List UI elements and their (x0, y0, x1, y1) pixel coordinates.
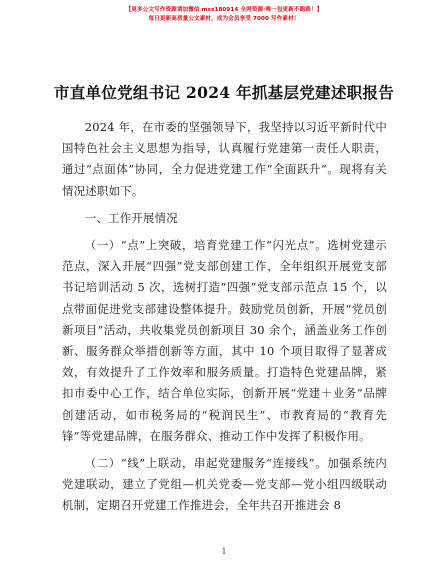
promo-banner-line-1: 【更多公文写作资源请加微信 mss180914 全网资源·唯一包更新不跑路！】 (125, 7, 323, 13)
section-heading: 一、工作开展情况 (84, 210, 178, 225)
document-body (62, 117, 387, 517)
document-title: 市直单位党组书记 2024 年抓基层党建述职报告 (53, 83, 395, 102)
page-number: 1 (221, 547, 227, 556)
intro-paragraph: 2024 年，在市委的坚强领导下，我坚持以习近平新时代中国特色社会主义思想为指导，认真履行党建第一责任人职责，通过“点面体”协同，全力促进党建工作“全面跃升”。现将有关情况述职如下。 (62, 120, 387, 198)
paragraph-point-breakthrough: （一）“点”上突破，培育党建工作“闪光点”。选树党建示范点，深入开展“四强”党支部创建工作，全年组织开展党支部书记培训活动 5 次，选树打造“四强”党支部示范点 15 个，以点带面促进党支部建设整体提升。鼓励党员创新，开展“党员创新项目”活动，共收集党员创新项目 30 余个，涵盖业务工作创新、服务群众举措创新等方面，其中 10 个项目取得了显著成效，有效提升了工作效率和服务质量。打造特色党建品牌，紧扣市委中心工作，结合单位实际，创新开展“党建＋业务”品牌创建活动，如市税务局的“税润民生”、市教育局的“教育先锋”等党建品牌，在服务群众、推动工作中发挥了积极作用。 (62, 238, 387, 443)
paragraph-line-linkage: （二）“线”上联动，串起党建服务“连接线”。加强系统内党建联动，建立了党组—机关党委—党支部—党小组四级联动机制，定期召开党建工作推进会，全年共召开推进会 8 (62, 456, 387, 513)
promo-banner-line-2: 每日更新高质量公文素材，成为会员享受 7000 写作素材！ (148, 16, 300, 22)
promo-banner (0, 6, 448, 24)
